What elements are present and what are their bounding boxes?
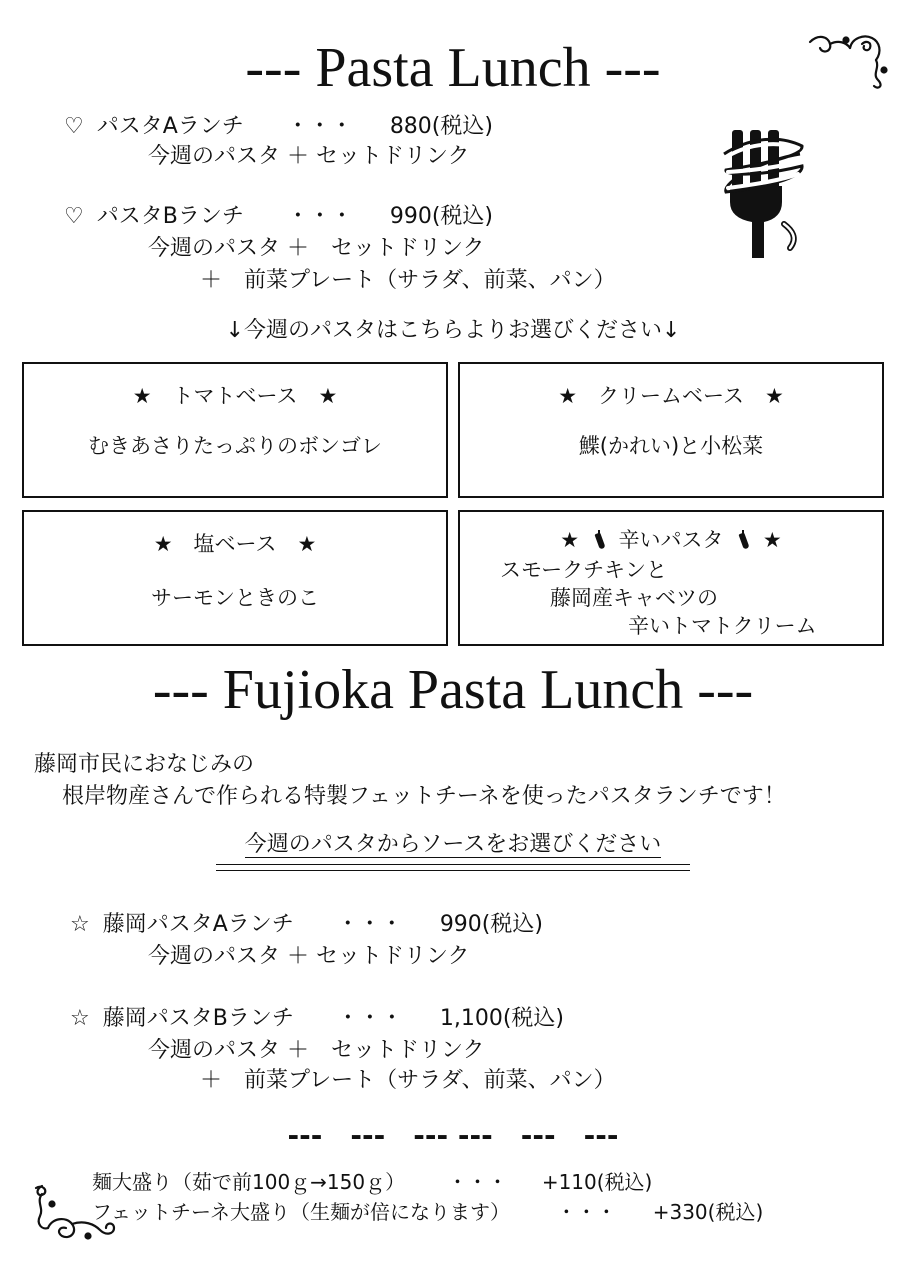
extra-item-price: +110(税込) xyxy=(541,1170,653,1194)
pasta-a-desc: 今週のパスタ ＋ セットドリンク xyxy=(148,144,470,169)
chili-pepper-icon xyxy=(738,530,748,550)
star-outline-bullet-icon: ☆ xyxy=(70,912,90,937)
pasta-b-price: 990(税込) xyxy=(389,204,494,229)
option-heading: ★ クリームベース ★ xyxy=(558,384,784,408)
pasta-a-line xyxy=(64,114,493,140)
fujioka-title: --- Fujioka Pasta Lunch --- xyxy=(152,659,754,721)
option-desc-line: 辛いトマトクリーム xyxy=(628,614,817,638)
fujioka-a-price: 990(税込) xyxy=(439,912,543,937)
option-desc-line: スモークチキンと xyxy=(500,558,667,582)
star-outline-bullet-icon: ☆ xyxy=(70,1006,90,1031)
fujioka-a-line xyxy=(70,912,543,938)
option-box-tomato xyxy=(22,362,448,498)
star-icon: ★ xyxy=(762,528,782,552)
pasta-b-extra: ＋ 前菜プレート（サラダ、前菜、パン） xyxy=(200,268,616,293)
extra-item-name: 麺大盛り（茹で前100ｇ→150ｇ） xyxy=(92,1170,406,1194)
option-heading: ★ トマトベース ★ xyxy=(132,384,338,408)
choose-pasta-note: ↓今週のパスタはこちらよりお選びください↓ xyxy=(225,318,681,343)
option-box-spicy xyxy=(458,510,884,646)
option-desc: むきあさりたっぷりのボンゴレ xyxy=(88,434,382,458)
option-desc: 鰈(かれい)と小松菜 xyxy=(578,434,764,458)
pasta-a-price: 880(税込) xyxy=(389,114,493,139)
extra-item-dots: ・・・ xyxy=(556,1200,617,1224)
extra-item-noodles xyxy=(92,1170,652,1194)
fujioka-b-extra: ＋ 前菜プレート（サラダ、前菜、パン） xyxy=(200,1068,616,1093)
fujioka-intro-line: 藤岡市民におなじみの xyxy=(34,752,255,777)
fork-with-pasta-icon xyxy=(722,126,806,260)
fujioka-a-name: 藤岡パスタAランチ xyxy=(102,912,294,937)
pasta-b-name: パスタBランチ xyxy=(96,204,244,229)
extra-item-price: +330(税込) xyxy=(652,1200,764,1224)
fujioka-a-dots: ・・・ xyxy=(336,912,403,937)
star-icon: ★ xyxy=(560,528,580,552)
pasta-b-dots: ・・・ xyxy=(286,204,353,229)
chili-pepper-icon xyxy=(594,530,604,550)
fujioka-choose-note xyxy=(0,832,906,858)
fujioka-a-desc: 今週のパスタ ＋ セットドリンク xyxy=(148,944,470,969)
double-underline xyxy=(216,864,690,871)
pasta-b-line xyxy=(64,204,493,230)
pasta-a-dots: ・・・ xyxy=(286,114,353,139)
fujioka-b-price: 1,100(税込) xyxy=(439,1006,564,1031)
heart-bullet-icon: ♡ xyxy=(64,114,84,139)
extra-item-dots: ・・・ xyxy=(447,1170,508,1194)
fujioka-intro-line: 根岸物産さんで作られる特製フェットチーネを使ったパスタランチです！ xyxy=(62,784,786,809)
fujioka-b-name: 藤岡パスタBランチ xyxy=(102,1006,294,1031)
option-box-cream xyxy=(458,362,884,498)
fujioka-choose-note-text: 今週のパスタからソースをお選びください xyxy=(244,832,662,857)
option-heading xyxy=(460,524,882,554)
heart-bullet-icon: ♡ xyxy=(64,204,84,229)
fujioka-b-desc: 今週のパスタ ＋ セットドリンク xyxy=(148,1038,485,1063)
option-desc: サーモンときのこ xyxy=(151,586,319,610)
pasta-a-name: パスタAランチ xyxy=(96,114,244,139)
extra-item-fettuccine xyxy=(92,1200,763,1224)
fujioka-b-line xyxy=(70,1006,564,1032)
section-divider: --- --- --- --- --- --- xyxy=(287,1119,619,1152)
pasta-lunch-title: --- Pasta Lunch --- xyxy=(245,37,661,99)
spicy-heading-text: 辛いパスタ xyxy=(618,528,724,552)
corner-flourish-bottom-icon xyxy=(28,1182,118,1244)
option-desc-line: 藤岡産キャベツの xyxy=(550,586,718,610)
fujioka-b-dots: ・・・ xyxy=(336,1006,403,1031)
option-box-salt xyxy=(22,510,448,646)
option-heading: ★ 塩ベース ★ xyxy=(153,532,317,556)
extra-item-name: フェットチーネ大盛り（生麺が倍になります） xyxy=(92,1200,510,1224)
pasta-b-desc: 今週のパスタ ＋ セットドリンク xyxy=(148,236,485,261)
